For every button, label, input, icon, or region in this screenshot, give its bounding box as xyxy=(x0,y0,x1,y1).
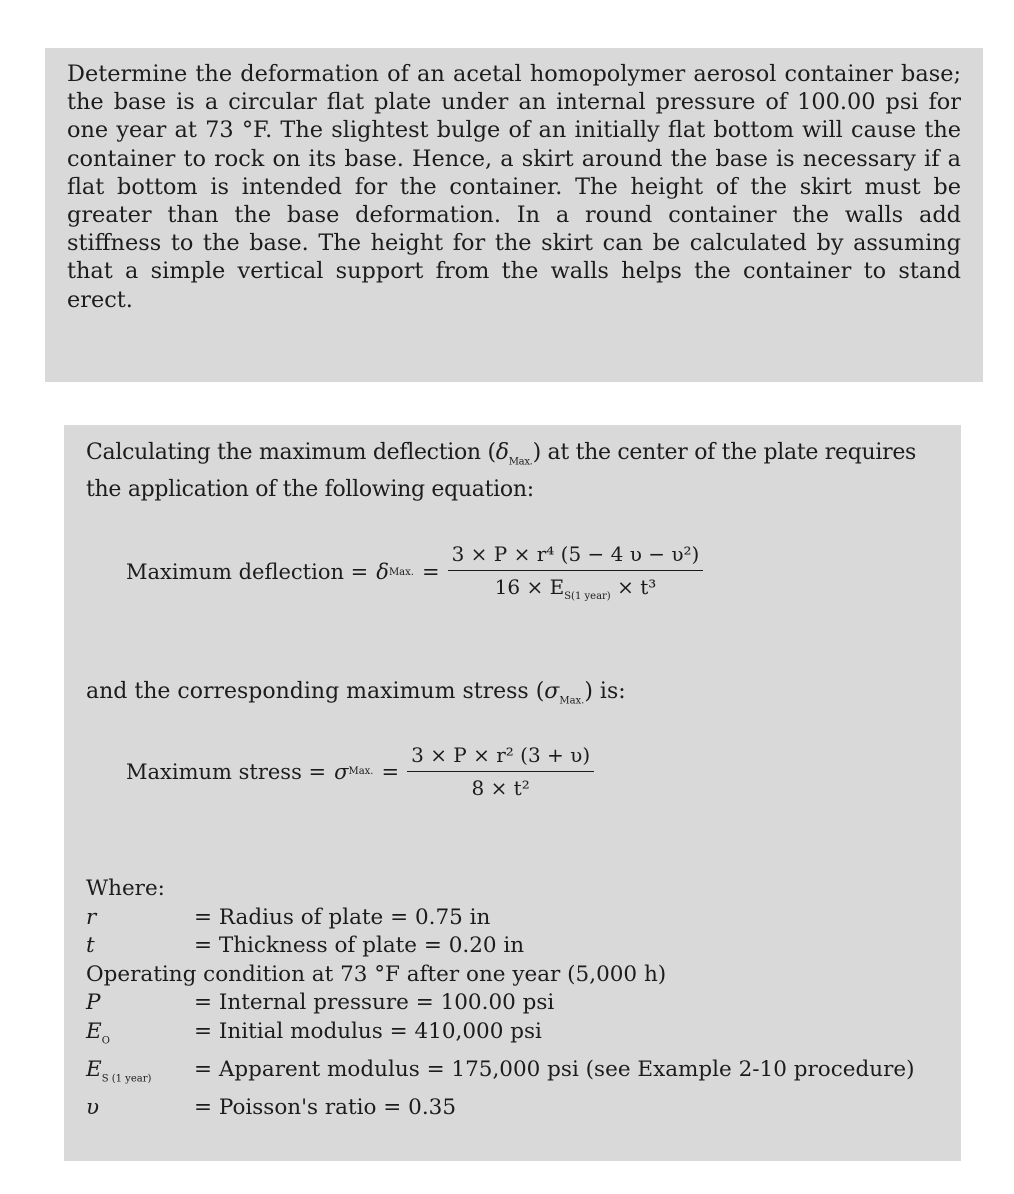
deflection-numerator: 3 × P × r⁴ (5 − 4 υ − υ²) xyxy=(448,542,704,571)
var-row-nu xyxy=(86,1094,914,1123)
solution-box xyxy=(64,425,961,1161)
delta-symbol: δ xyxy=(495,440,509,465)
var-row-t xyxy=(86,932,914,961)
stress-equation xyxy=(126,743,594,800)
operating-condition: Operating condition at 73 °F after one year (5,000 h) xyxy=(86,961,667,987)
var-description: = Thickness of plate = 0.20 in xyxy=(194,933,525,959)
deflection-equation xyxy=(126,542,703,602)
var-description: = Poisson's ratio = 0.35 xyxy=(194,1094,457,1120)
deflection-denominator xyxy=(491,571,661,602)
var-description: = Initial modulus = 410,000 psi xyxy=(194,1018,542,1044)
problem-text: Determine the deformation of an acetal homopolymer aerosol container base; the base is a circular flat plate under an internal pressure of 100.00 psi for one year at 73 °F. The slightest bulge of an initially flat bottom will cause the container to rock on its base. Hence, a skirt around the base is necessary if a flat bottom is intended for the container. The height of the skirt must be greater than the base deformation. In a round container the walls add stiffness to the base. The height for the skirt can be calculated by assuming that a simple vertical support from the walls helps the container to stand erect. xyxy=(67,61,961,313)
problem-statement-box xyxy=(45,48,983,382)
deflection-lhs: Maximum deflection = xyxy=(126,560,369,584)
stress-lhs: Maximum stress = xyxy=(126,759,327,784)
var-description: = Radius of plate = 0.75 in xyxy=(194,904,491,930)
var-symbol: P xyxy=(86,990,101,1016)
deflection-fraction xyxy=(448,542,704,602)
var-symbol: E xyxy=(86,1056,102,1082)
where-list xyxy=(86,875,914,1122)
var-symbol: t xyxy=(86,933,95,959)
var-description: = Apparent modulus = 175,000 psi (see Example 2-10 procedure) xyxy=(194,1056,915,1082)
stress-before: and the corresponding maximum stress ( xyxy=(86,679,545,704)
stress-after: ) is: xyxy=(584,679,626,704)
var-description: = Internal pressure = 100.00 psi xyxy=(194,990,555,1016)
var-row-r xyxy=(86,904,914,933)
deflection-symbol: δ xyxy=(376,560,389,584)
deflection-den-sub: S(1 year) xyxy=(564,591,611,602)
var-symbol: E xyxy=(86,1018,102,1044)
where-label: Where: xyxy=(86,876,165,901)
sigma-subscript: Max. xyxy=(559,695,585,707)
var-row-es xyxy=(86,1056,914,1094)
intro-before: Calculating the maximum deflection ( xyxy=(86,440,496,465)
var-row-p xyxy=(86,989,914,1018)
intro-paragraph xyxy=(86,439,941,504)
stress-symbol: σ xyxy=(334,759,349,784)
deflection-subscript: Max. xyxy=(388,566,414,578)
stress-numerator: 3 × P × r² (3 + υ) xyxy=(407,743,594,772)
delta-subscript: Max. xyxy=(508,456,533,468)
deflection-den-b: × t³ xyxy=(617,575,657,599)
deflection-den-a: 16 × E xyxy=(494,575,565,599)
stress-fraction xyxy=(407,743,594,800)
var-subscript: O xyxy=(101,1035,110,1047)
deflection-equals: = xyxy=(421,560,440,584)
stress-subscript: Max. xyxy=(348,766,374,777)
var-subscript: S (1 year) xyxy=(101,1073,152,1085)
var-symbol: r xyxy=(86,904,97,930)
var-row-eo xyxy=(86,1018,914,1056)
stress-denominator: 8 × t² xyxy=(471,776,530,800)
stress-paragraph xyxy=(86,679,626,706)
stress-equals: = xyxy=(381,759,400,784)
sigma-symbol: σ xyxy=(544,679,560,704)
var-symbol: υ xyxy=(86,1094,100,1120)
intro-after: ) at the center of the plate requires the application of the following equation: xyxy=(86,440,917,503)
